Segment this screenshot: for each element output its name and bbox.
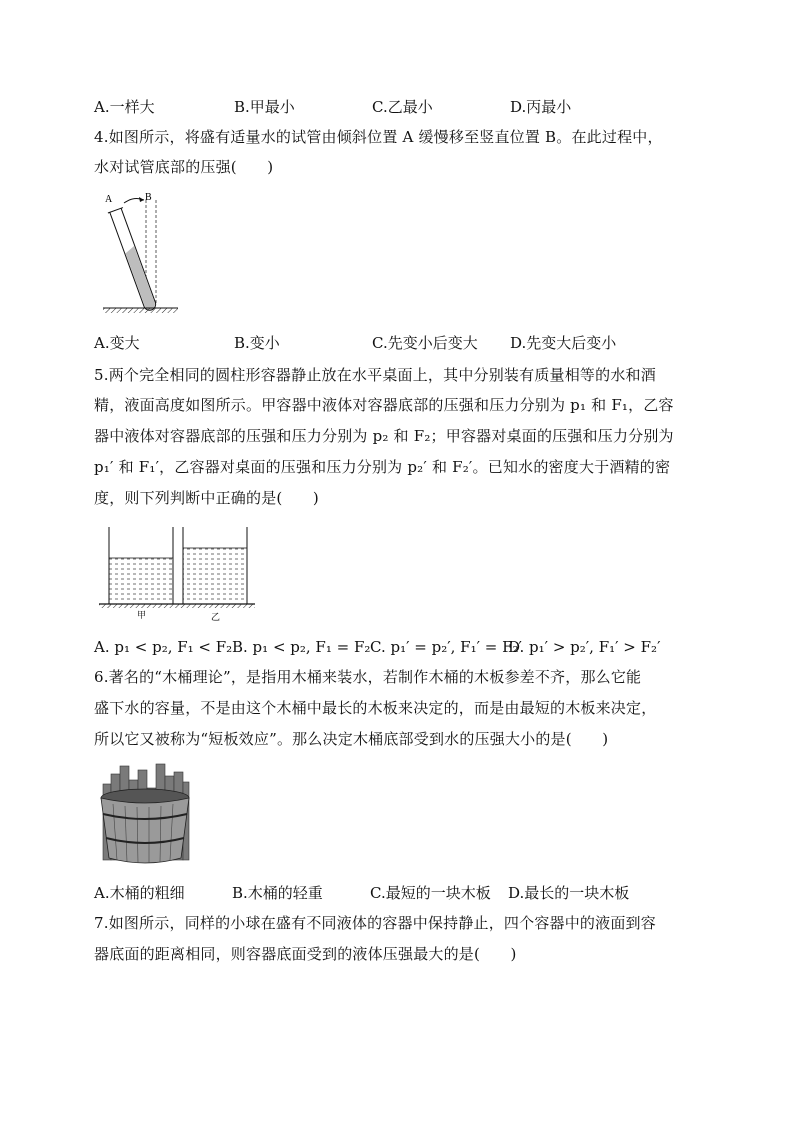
q6-text-line3: 所以它又被称为“短板效应”。那么决定木桶底部受到水的压强大小的是( ) (94, 730, 609, 748)
q4-options (94, 332, 714, 354)
table-hatch (99, 604, 255, 608)
q5-option-b: B. p₁ < p₂, F₁ = F₂ (232, 638, 371, 656)
q6-option-c: C.最短的一块木板 (370, 884, 491, 902)
q5-text-line3: 器中液体对容器底部的压强和压力分别为 p₂ 和 F₂；甲容器对桌面的压强和压力分别为 (94, 427, 674, 445)
q3-option-a: A.一样大 (94, 98, 155, 116)
ground-hatch (103, 308, 178, 313)
q3-options (94, 96, 714, 118)
q4-option-d: D.先变大后变小 (510, 334, 617, 352)
q5-text-line2: 精，液面高度如图所示。甲容器中液体对容器底部的压强和压力分别为 p₁ 和 F₁，乙容 (94, 396, 674, 414)
container-yi (183, 527, 247, 604)
q6-text-line1: 6.著名的“木桶理论”，是指用木桶来装水，若制作木桶的木板参差不齐，那么它能 (94, 668, 642, 686)
q4-option-b: B.变小 (234, 334, 280, 352)
q5-options (94, 636, 714, 658)
q6-options (94, 882, 714, 904)
q5-text-line4: p₁′ 和 F₁′，乙容器对桌面的压强和压力分别为 p₂′ 和 F₂′。已知水的密度大于酒精的密 (94, 458, 671, 476)
q5-text-line1: 5.两个完全相同的圆柱形容器静止放在水平桌面上，其中分别装有质量相等的水和酒 (94, 366, 656, 384)
q5-text-line5: 度，则下列判断中正确的是( ) (94, 489, 319, 507)
test-tube-figure (100, 188, 185, 316)
q4-option-a: A.变大 (94, 334, 140, 352)
label-a: A (105, 194, 113, 205)
q3-option-c: C.乙最小 (372, 98, 433, 116)
containers-figure (97, 522, 257, 624)
q7-text-line1: 7.如图所示，同样的小球在盛有不同液体的容器中保持静止，四个容器中的液面到容 (94, 914, 656, 932)
q5-option-d: D. p₁′ > p₂′, F₁′ > F₂′ (508, 638, 661, 656)
label-yi: 乙 (211, 613, 221, 623)
q5-option-a: A. p₁ < p₂, F₁ < F₂ (94, 638, 233, 656)
tilted-tube (108, 208, 159, 313)
q6-option-b: B.木桶的轻重 (232, 884, 323, 902)
q6-text-line2: 盛下水的容量，不是由这个木桶中最长的木板来决定的，而是由最短的木板来决定， (94, 699, 657, 717)
label-jia: 甲 (137, 611, 147, 621)
label-b: B (145, 192, 152, 203)
q6-option-d: D.最长的一块木板 (508, 884, 630, 902)
q3-option-d: D.丙最小 (510, 98, 572, 116)
q5-option-c: C. p₁′ = p₂′, F₁′ = F₂′ (370, 638, 522, 656)
wooden-bucket-image (97, 762, 193, 868)
q3-option-b: B.甲最小 (234, 98, 295, 116)
q4-text-line1: 4.如图所示，将盛有适量水的试管由倾斜位置 A 缓慢移至竖直位置 B。在此过程中， (94, 128, 663, 146)
container-jia (109, 527, 173, 604)
q4-text-line2: 水对试管底部的压强( ) (94, 158, 274, 176)
q7-text-line2: 器底面的距离相同，则容器底面受到的液体压强最大的是( ) (94, 945, 517, 963)
q6-option-a: A.木桶的粗细 (94, 884, 185, 902)
q4-option-c: C.先变小后变大 (372, 334, 478, 352)
